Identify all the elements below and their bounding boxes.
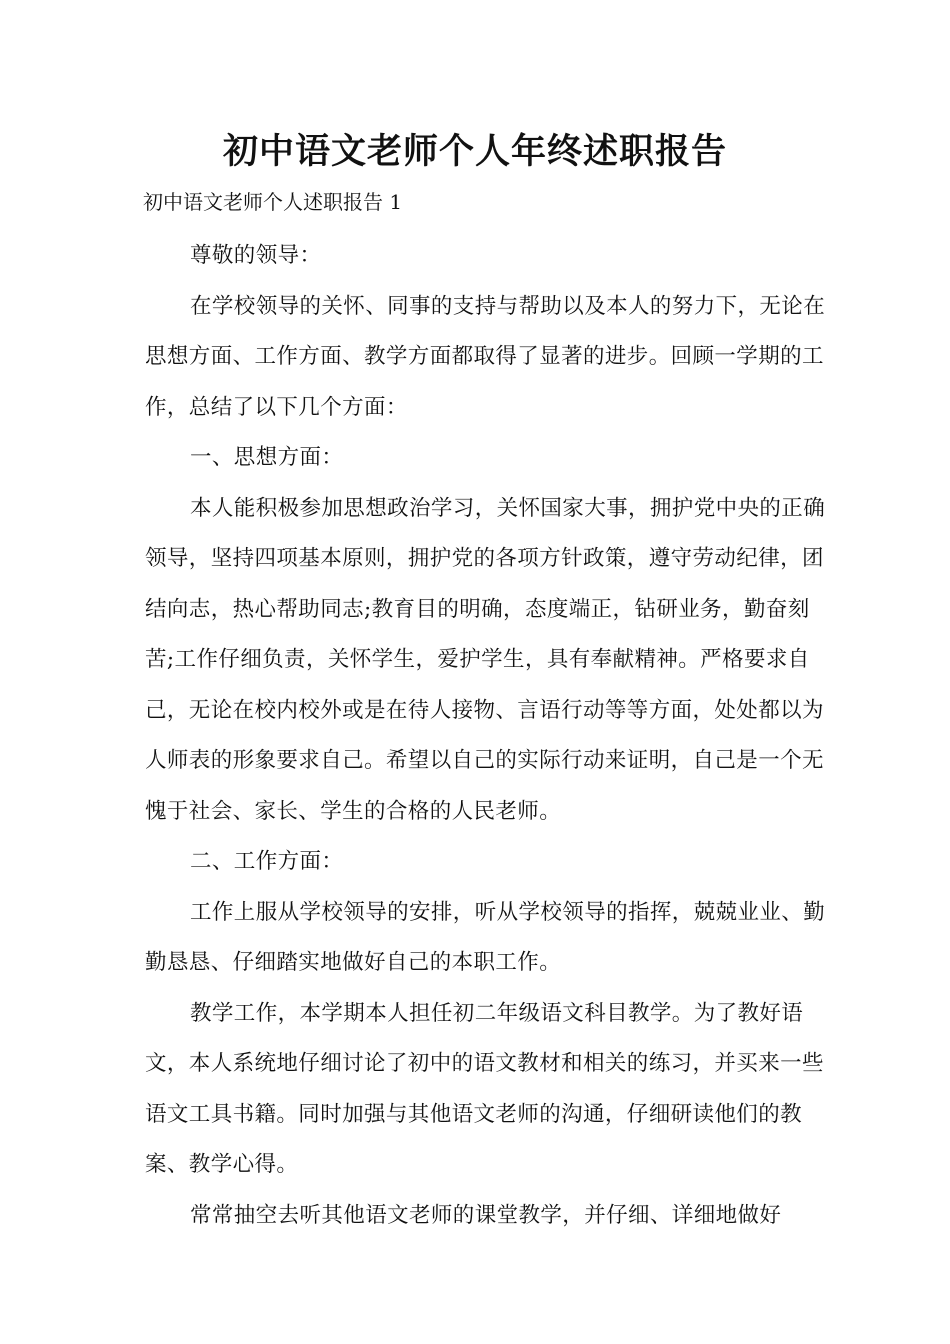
document-body [145, 231, 835, 1241]
body-paragraph: 工作上服从学校领导的安排，听从学校领导的指挥，兢兢业业、勤勤恳恳、仔细踏实地做好自己的本职工作。 [145, 899, 826, 975]
section-heading: 一、思想方面： [190, 445, 344, 470]
salutation: 尊敬的领导： [190, 243, 322, 268]
body-paragraph: 在学校领导的关怀、同事的支持与帮助以及本人的努力下，无论在思想方面、工作方面、教学方面都取得了显著的进步。回顾一学期的工作，总结了以下几个方面： [145, 293, 826, 420]
document-title: 初中语文老师个人年终述职报告 [222, 131, 727, 172]
section-heading: 二、工作方面： [190, 849, 344, 874]
body-paragraph: 教学工作，本学期本人担任初二年级语文科目教学。为了教好语文，本人系统地仔细讨论了初中的语文教材和相关的练习，并买来一些语文工具书籍。同时加强与其他语文老师的沟通，仔细研读他们的教案、教学心得。 [145, 1000, 824, 1177]
document-subtitle: 初中语文老师个人述职报告 1 [143, 190, 403, 214]
body-paragraph: 本人能积极参加思想政治学习，关怀国家大事，拥护党中央的正确领导，坚持四项基本原则，拥护党的各项方针政策，遵守劳动纪律，团结向志，热心帮助同志;教育目的明确，态度端正，钻研业务，勤奋刻苦;工作仔细负责，关怀学生，爱护学生，具有奉献精神。严格要求自己，无论在校内校外或是在待人接物、言语行动等等方面，处处都以为人师表的形象要求自己。希望以自己的实际行动来证明，自己是一个无愧于社会、家长、学生的合格的人民老师。 [145, 495, 826, 824]
body-paragraph: 常常抽空去听其他语文老师的课堂教学，并仔细、详细地做好 [190, 1202, 782, 1228]
